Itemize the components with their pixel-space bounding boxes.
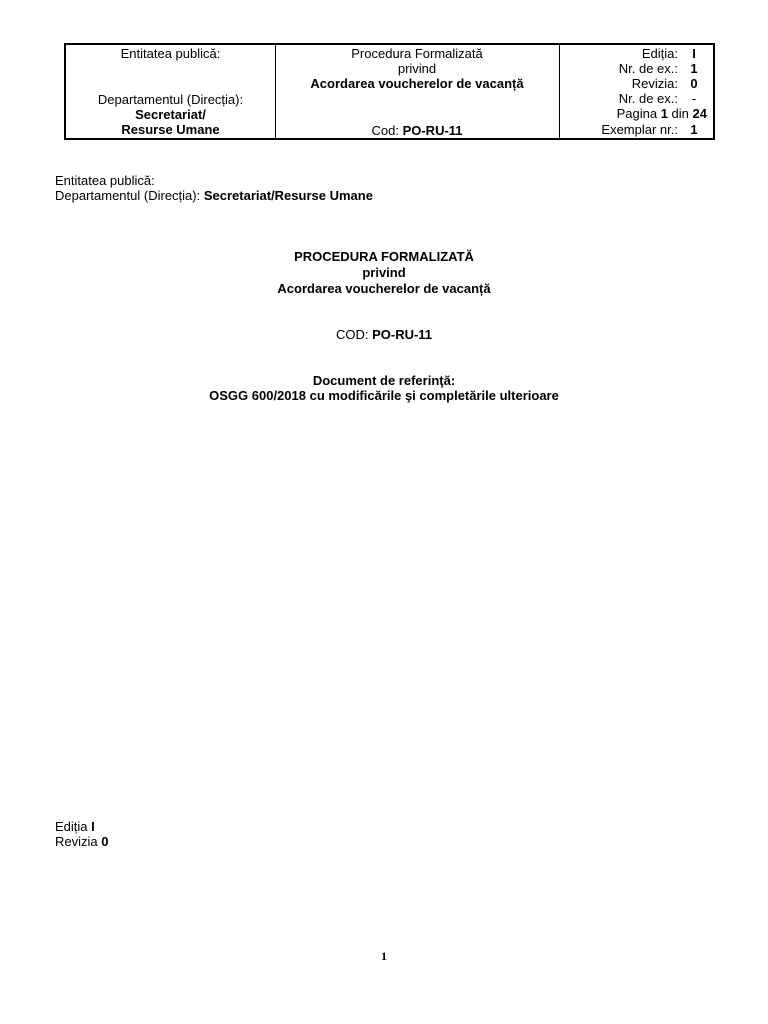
editia-value: I xyxy=(692,46,696,61)
body-cod-value: PO-RU-11 xyxy=(372,327,433,342)
page-number: 1 xyxy=(381,949,387,963)
footer-revizia: Revizia 0 xyxy=(55,834,109,849)
exemplar-value: 1 xyxy=(690,122,698,137)
title-line3: Acordarea voucherelor de vacanță xyxy=(277,281,491,296)
body-dept-value: Secretariat/Resurse Umane xyxy=(203,188,373,203)
nr-ex-2-label: Nr. de ex.: xyxy=(618,91,678,106)
header-entity-label: Entitatea publică: xyxy=(120,46,221,61)
revizia-label: Revizia: xyxy=(631,76,678,91)
header-meta-cell xyxy=(559,45,713,138)
nr-ex-value: 1 xyxy=(690,61,698,76)
revizia-value: 0 xyxy=(690,76,698,91)
header-cod xyxy=(275,123,559,138)
body-dept-line xyxy=(55,188,373,203)
reference-label: Document de referinţă: xyxy=(312,373,456,388)
header-entity-cell xyxy=(66,45,276,138)
editia-label: Ediția: xyxy=(641,46,678,61)
pagina-current: 1 xyxy=(660,106,668,121)
body-dept-label: Departamentul (Direcția): xyxy=(55,188,201,203)
pagina-total: 24 xyxy=(692,106,707,121)
footer-editia: Ediția I xyxy=(55,819,95,834)
exemplar-label: Exemplar nr.: xyxy=(601,122,678,137)
header-procedure-cell xyxy=(275,45,560,138)
title-line1: PROCEDURA FORMALIZATĂ xyxy=(294,249,474,264)
nr-ex-2-value: - xyxy=(691,91,697,106)
title-line2: privind xyxy=(362,265,406,280)
header-dept-label: Departamentul (Direcția): xyxy=(97,92,244,107)
header-proc-line2: privind xyxy=(397,61,437,76)
header-proc-title: Acordarea voucherelor de vacanță xyxy=(310,76,524,91)
nr-ex-label: Nr. de ex.: xyxy=(618,61,678,76)
header-dept-line1: Secretariat/ xyxy=(135,107,206,122)
body-entity-line: Entitatea publică: xyxy=(55,173,155,188)
header-cod-value: PO-RU-11 xyxy=(402,123,463,138)
header-cod-label: Cod: xyxy=(371,123,399,138)
body-cod-line xyxy=(0,327,768,342)
body-cod-label: COD: xyxy=(335,327,369,342)
header-dept-line2: Resurse Umane xyxy=(121,122,220,137)
header-proc-line1: Procedura Formalizată xyxy=(351,46,483,61)
reference-value: OSGG 600/2018 cu modificările şi completările ulterioare xyxy=(209,388,559,403)
document-header-table xyxy=(64,43,715,140)
pagina-label: Pagina 1 din 24 xyxy=(616,106,707,121)
